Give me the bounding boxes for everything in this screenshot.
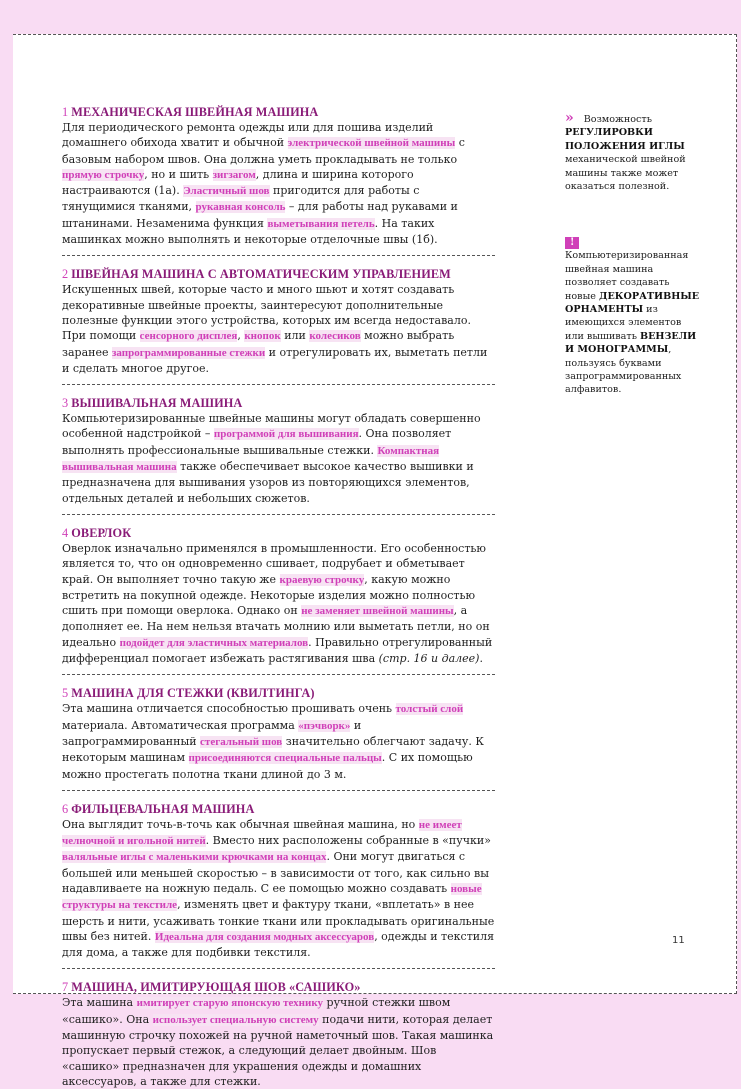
- text: , а дополняет ее. На нем нельзя втачать молнию или выметать петли, но он идеально: [62, 604, 490, 649]
- section-body: [62, 120, 495, 247]
- divider: [62, 790, 495, 791]
- text: . Они могут двигаться с большей или меньшей скоростью – в зависимости от того, как сильно вы надавливаете на ножную педаль. С ее помощью можно создавать: [62, 850, 489, 895]
- highlight: рукавная консоль: [195, 201, 286, 214]
- emphasis: ВЕНЗЕЛИ И МОНОГРАММЫ: [565, 330, 697, 356]
- emphasis: РЕГУЛИРОВКИ ПОЛОЖЕНИЯ ИГЛЫ: [565, 127, 685, 152]
- page-reference: (стр. 16 и далее): [378, 652, 480, 666]
- divider: [62, 674, 495, 675]
- highlight: не имеет челночной и игольной нитей: [62, 818, 462, 848]
- section-5: [62, 685, 495, 781]
- section-heading: ОВЕРЛОК: [71, 525, 132, 540]
- text: или: [280, 329, 310, 343]
- exclamation-icon: !: [565, 237, 579, 249]
- text: подачи нити, которая делает машинную строчку похожей на ручной наметочный шов. Такая машинка пропускает первый стежок, а следующий делает двойным. Шов «сашико» предназначен для украшения одежды и домашних аксессуаров, а также для стежки.: [62, 1012, 494, 1088]
- section-body: [62, 701, 495, 781]
- section-heading: ШВЕЙНАЯ МАШИНА С АВТОМАТИЧЕСКИМ УПРАВЛЕНИЕМ: [71, 267, 451, 282]
- section-number: 3: [62, 396, 69, 411]
- section-heading: МАШИНА, ИМИТИРУЮЩАЯ ШОВ «САШИКО»: [71, 980, 361, 995]
- section-number: 1: [62, 105, 69, 119]
- text: , изменять цвет и фактуру ткани, «вплетать» в нее шерсть и нити, усаживать тонкие ткани или прокладывать оригинальные швы без нитей.: [62, 898, 495, 943]
- text: механической швейной машины также может оказаться полезной.: [565, 154, 686, 193]
- section-title: [62, 266, 495, 282]
- divider: [62, 514, 495, 515]
- text: , одежды и текстиля для дома, а также для подбивки текстиля.: [62, 929, 495, 960]
- text: и запрограммированный: [62, 718, 362, 748]
- text: Эта машина: [62, 996, 137, 1010]
- text: Возможность: [583, 114, 652, 125]
- highlight: выметывания петель: [267, 217, 375, 230]
- section-7: [62, 979, 495, 1089]
- section-6: [62, 801, 495, 961]
- text: Она выглядит точь-в-точь как обычная швейная машина, но: [62, 817, 419, 831]
- section-heading: МЕХАНИЧЕСКАЯ ШВЕЙНАЯ МАШИНА: [71, 105, 319, 119]
- text: – для работы над рукавами и штанинами. Незаменима функция: [62, 200, 458, 230]
- text: ,: [237, 329, 245, 343]
- sidebar-note-needle-position: [565, 112, 700, 193]
- highlight: колесиков: [309, 330, 361, 343]
- text: значительно облегчают задачу. К некоторым машинам: [62, 734, 484, 765]
- sidebar-note-ornaments: [565, 236, 700, 397]
- section-heading: ФИЛЬЦЕВАЛЬНАЯ МАШИНА: [71, 801, 255, 816]
- text: . На таких машинках можно выполнять и некоторые отделочные швы (1б).: [62, 216, 438, 247]
- highlight: сенсорного дисплея: [139, 330, 238, 343]
- section-title: [62, 801, 495, 817]
- text: Эта машина отличается способностью прошивать очень: [62, 702, 396, 716]
- section-3: [62, 395, 495, 506]
- text: Для периодического ремонта одежды или для пошива изделий домашнего обихода хватит и обычной: [62, 121, 434, 150]
- section-title: [62, 685, 495, 701]
- text: Компьютеризированные швейные машины могут обладать совершенно особенной надстройкой –: [62, 412, 481, 441]
- highlight: стегальный шов: [200, 735, 283, 748]
- main-column: [62, 104, 495, 1089]
- section-body: [62, 995, 495, 1089]
- text: материала. Автоматическая программа: [62, 718, 299, 732]
- highlight: Эластичный шов: [183, 185, 270, 198]
- text: с базовым набором швов. Она должна уметь прокладывать не только: [62, 136, 465, 166]
- highlight: толстый слой: [395, 703, 464, 716]
- highlight: имитирует старую японскую технику: [136, 997, 324, 1010]
- text: можно выбрать заранее: [62, 329, 455, 359]
- text: , пользуясь буквами запрограммированных алфавитов.: [565, 344, 682, 396]
- highlight: кнопок: [244, 330, 281, 343]
- text: .: [479, 652, 483, 666]
- highlight: Идеальна для создания модных аксессуаров: [154, 930, 375, 943]
- section-number: 4: [62, 525, 69, 540]
- highlight: электрической швейной машины: [287, 137, 456, 150]
- page-number: 11: [672, 935, 685, 946]
- highlight: зигзагом: [212, 168, 256, 181]
- text: и отрегулировать их, выметать петли и сделать многое другое.: [62, 345, 488, 375]
- section-4: [62, 525, 495, 666]
- highlight: прямую строчку: [62, 168, 145, 181]
- divider: [62, 255, 495, 256]
- text: . Она позволяет выполнять профессиональные вышивальные стежки.: [62, 427, 452, 457]
- highlight: использует специальную систему: [152, 1013, 319, 1026]
- section-2: [62, 266, 495, 376]
- highlight: программой для вышивания: [213, 428, 359, 441]
- section-body: [62, 541, 495, 666]
- emphasis: ДЕКОРАТИВНЫЕ ОРНАМЕНТЫ: [565, 290, 700, 316]
- highlight: подойдет для эластичных материалов: [119, 636, 309, 649]
- section-title: [62, 525, 495, 541]
- section-title: [62, 979, 495, 995]
- section-heading: МАШИНА ДЛЯ СТЕЖКИ (КВИЛТИНГА): [71, 686, 315, 701]
- section-number: 7: [62, 980, 69, 995]
- section-1: [62, 104, 495, 247]
- text: . С их помощью можно простегать полотна ткани длиной до 3 м.: [62, 751, 473, 781]
- highlight: не заменяет швейной машины: [301, 605, 454, 618]
- text: также обеспечивает высокое качество вышивки и предназначена для вышивания узоров из повторяющихся элементов, отдельных деталей и небольших сюжетов.: [62, 460, 474, 505]
- text: Искушенных швей, которые часто и много шьют и хотят создавать декоративные швейные проекты, заинтересуют дополнительные полезные функции этого устройства, которых им всегда недоставало. При помощи: [62, 283, 471, 343]
- text: ручной стежки швом «сашико». Она: [62, 996, 451, 1026]
- section-body: [62, 411, 495, 506]
- section-title: [62, 395, 495, 411]
- text: , но и шить: [144, 167, 213, 181]
- text: Оверлок изначально применялся в промышленности. Его особенностью является то, что он одновременно сшивает, подрубает и обметывает край. Он выполняет точно такую же: [62, 541, 486, 586]
- section-heading: ВЫШИВАЛЬНАЯ МАШИНА: [71, 396, 243, 411]
- highlight: запрограммированные стежки: [112, 346, 266, 359]
- double-chevron-icon: »: [565, 110, 574, 126]
- divider: [62, 968, 495, 969]
- section-number: 2: [62, 267, 69, 282]
- text: Компьютеризированная швейная машина позволяет создавать новые: [565, 250, 689, 302]
- text: из имеющихся элементов или вышивать: [565, 304, 682, 342]
- text: . Правильно отрегулированный дифференциал помогает избежать растягивания шва: [62, 635, 493, 666]
- highlight: краевую строчку: [279, 573, 365, 586]
- section-number: 5: [62, 686, 69, 701]
- section-title: [62, 104, 495, 120]
- highlight: новые структуры на текстиле: [62, 882, 482, 912]
- text: , длина и ширина которого настраиваются (1а).: [62, 167, 414, 198]
- text: пригодится для работы с тянущимися тканями,: [62, 184, 420, 214]
- section-number: 6: [62, 801, 69, 816]
- section-body: [62, 817, 495, 961]
- divider: [62, 384, 495, 385]
- text: . Вместо них расположены собранные в «пучки»: [205, 834, 491, 848]
- highlight: присоединяются специальные пальцы: [188, 752, 382, 765]
- highlight: Компактная вышивальная машина: [62, 444, 440, 474]
- section-body: [62, 282, 495, 376]
- highlight: «пэчворк»: [298, 719, 351, 732]
- text: , какую можно встретить на покупной одежде. Некоторые изделия можно полностью сшить при помощи оверлока. Однако он: [62, 572, 476, 618]
- highlight: валяльные иглы с маленькими крючками на концах: [62, 851, 327, 864]
